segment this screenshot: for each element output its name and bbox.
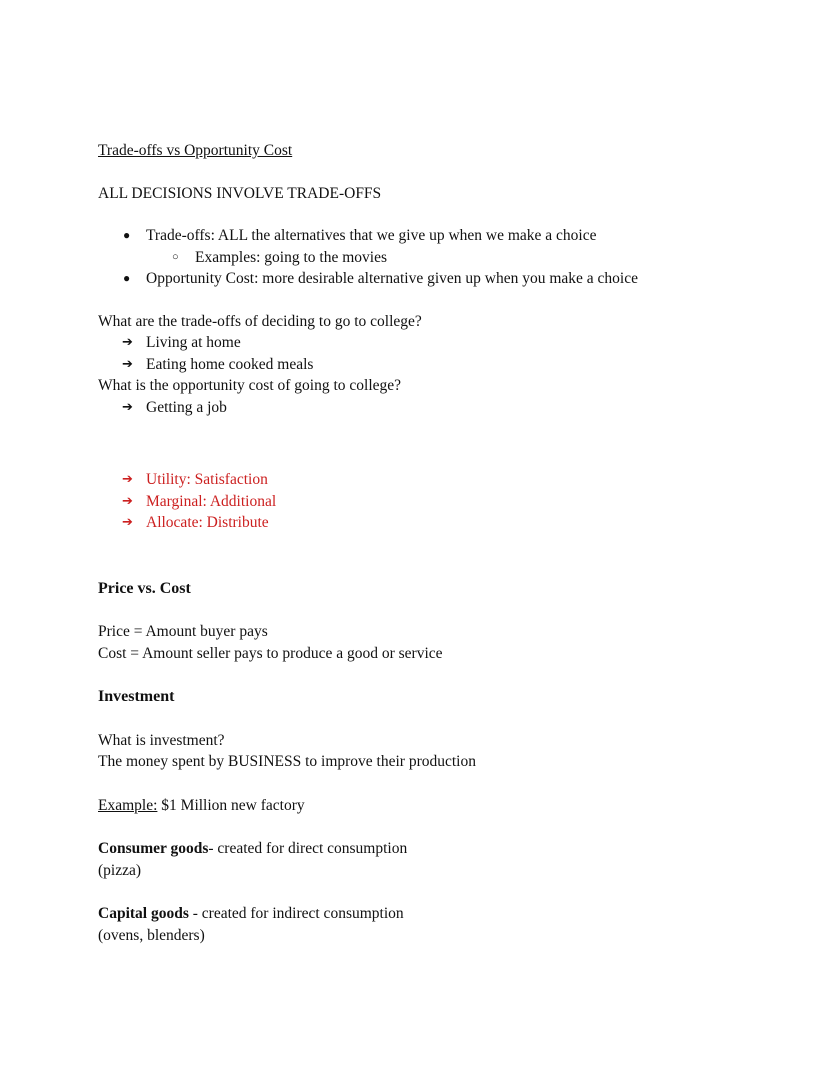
price-definition: Price = Amount buyer pays xyxy=(98,623,268,640)
right-arrow-icon: ➔ xyxy=(122,515,133,530)
investment-question: What is investment? xyxy=(98,731,225,749)
right-arrow-icon: ➔ xyxy=(122,356,133,372)
cost-definition: Cost = Amount seller pays to produce a good or service xyxy=(98,644,443,662)
example-label: Example: xyxy=(98,796,158,814)
investment-answer: The money spent by BUSINESS to improve their production xyxy=(98,753,476,770)
right-arrow-icon: ➔ xyxy=(122,493,133,509)
bullet-opportunity-cost: ● Opportunity Cost: more desirable alternative given up when you make a choice xyxy=(98,268,798,290)
capital-goods-label: Capital goods xyxy=(98,905,189,922)
heading-investment: Investment xyxy=(98,688,175,705)
hollow-bullet-icon: ○ xyxy=(172,250,179,263)
consumer-goods-definition xyxy=(98,838,798,860)
bullet-icon: ● xyxy=(123,228,131,242)
right-arrow-icon: ➔ xyxy=(122,335,133,350)
bullet-icon: ● xyxy=(123,271,131,285)
list-item: ➔ Getting a job xyxy=(98,397,798,419)
consumer-goods-example: (pizza) xyxy=(98,861,142,879)
bullet-trade-offs: ● Trade-offs: ALL the alternatives that we give up when we make a choice xyxy=(98,225,798,247)
example-text: $1 Million new factory xyxy=(157,796,305,814)
vocab-item: ➔ Utility: Satisfaction xyxy=(98,469,798,491)
right-arrow-icon: ➔ xyxy=(122,472,133,487)
question-opportunity-cost: What is the opportunity cost of going to college? xyxy=(98,377,402,394)
document-title: Trade-offs vs Opportunity Cost xyxy=(98,142,293,159)
sub-bullet-examples: ○ Examples: going to the movies xyxy=(98,247,798,269)
vocab-item: ➔ Marginal: Additional xyxy=(98,491,798,513)
right-arrow-icon: ➔ xyxy=(122,399,133,415)
capital-goods-text: - created for indirect consumption xyxy=(188,905,404,922)
consumer-goods-label: Consumer goods xyxy=(98,840,209,857)
heading-price-vs-cost: Price vs. Cost xyxy=(98,579,191,597)
document-page xyxy=(98,140,798,946)
investment-example xyxy=(98,795,798,817)
capital-goods-example: (ovens, blenders) xyxy=(98,926,205,944)
list-item: ➔ Living at home xyxy=(98,332,798,354)
list-item: ➔ Eating home cooked meals xyxy=(98,354,798,376)
consumer-goods-text: - created for direct consumption xyxy=(208,840,408,857)
vocab-item: ➔ Allocate: Distribute xyxy=(98,512,798,534)
question-trade-offs: What are the trade-offs of deciding to go to college? xyxy=(98,312,422,330)
trade-offs-statement: ALL DECISIONS INVOLVE TRADE-OFFS xyxy=(98,184,382,202)
capital-goods-definition xyxy=(98,903,798,925)
